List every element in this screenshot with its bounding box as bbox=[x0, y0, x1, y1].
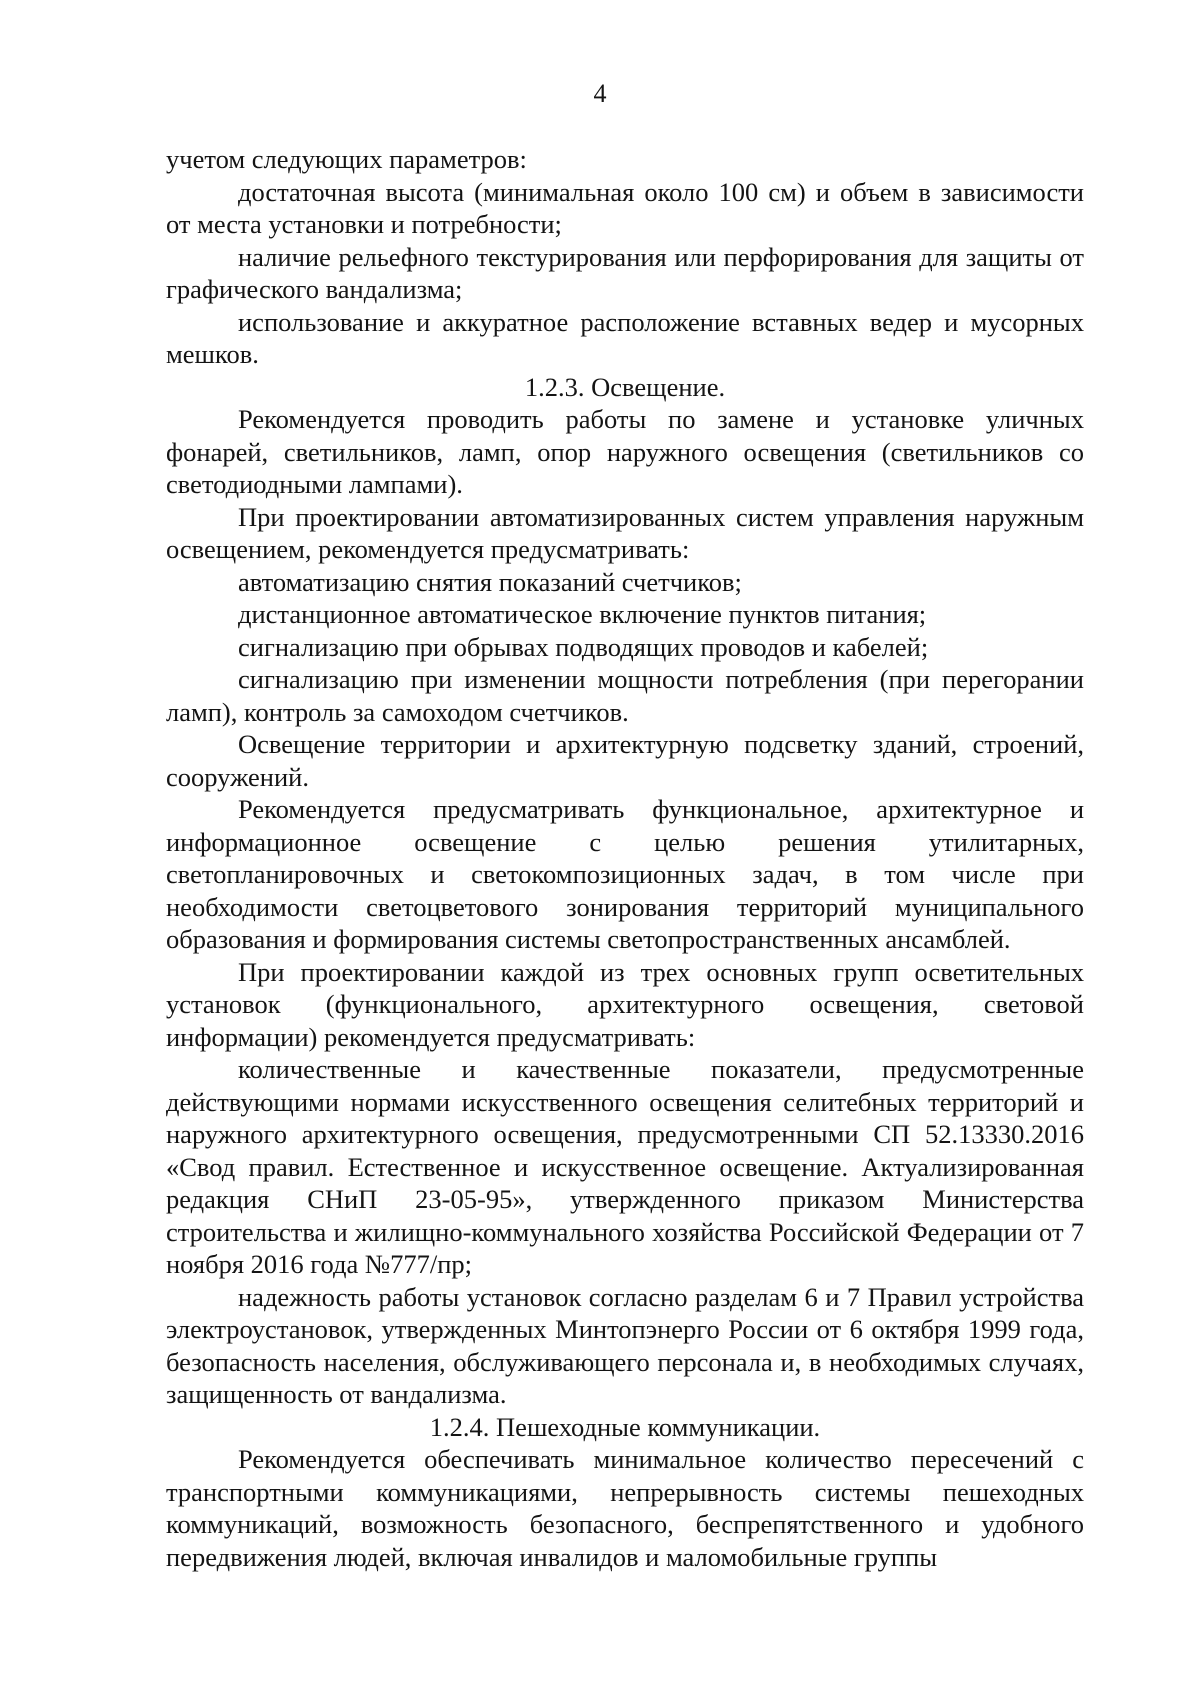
document-body bbox=[166, 143, 1084, 1573]
list-item: дистанционное автоматическое включение пунктов питания; bbox=[238, 599, 927, 629]
list-item: наличие рельефного текстурирования или перфорирования для защиты от графического вандализма; bbox=[166, 241, 1084, 304]
paragraph: Рекомендуется предусматривать функциональное, архитектурное и информационное освещение с целью решения утилитарных, светопланировочных и светокомпозиционных задач, в том числе при необходимости светоцветового зонирования территорий муниципального образования и формирования системы светопространственных ансамблей. bbox=[166, 794, 1084, 954]
paragraph: Освещение территории и архитектурную подсветку зданий, строений, сооружений. bbox=[166, 729, 1084, 792]
list-item: сигнализацию при изменении мощности потребления (при перегорании ламп), контроль за самоходом счетчиков. bbox=[166, 664, 1084, 727]
list-item: использование и аккуратное расположение вставных ведер и мусорных мешков. bbox=[166, 306, 1084, 369]
paragraph: При проектировании автоматизированных систем управления наружным освещением, рекомендуется предусматривать: bbox=[166, 501, 1084, 564]
list-item: количественные и качественные показатели, предусмотренные действующими нормами искусственного освещения селитебных территорий и наружного архитектурного освещения, предусмотренными СП 52.13330.2016 «Свод правил. Естественное и искусственное освещение. Актуализированная редакция СНиП 23-05-95», утвержденного приказом Министерства строительства и жилищно-коммунального хозяйства Российской Федерации от 7 ноября 2016 года №777/пр; bbox=[166, 1054, 1084, 1279]
page-number: 4 bbox=[593, 79, 607, 108]
paragraph: учетом следующих параметров: bbox=[166, 144, 527, 174]
list-item: надежность работы установок согласно разделам 6 и 7 Правил устройства электроустановок, утвержденных Минтопэнерго России от 6 октября 1999 года, безопасность населения, обслуживающего персонала и, в необходимых случаях, защищенность от вандализма. bbox=[166, 1281, 1084, 1409]
paragraph: Рекомендуется обеспечивать минимальное количество пересечений с транспортными коммуникациями, непрерывность системы пешеходных коммуникаций, возможность безопасного, беспрепятственного и удобного передвижения людей, включая инвалидов и маломобильные группы bbox=[166, 1444, 1084, 1572]
list-item: сигнализацию при обрывах подводящих проводов и кабелей; bbox=[238, 631, 929, 662]
section-heading: 1.2.3. Освещение. bbox=[524, 371, 726, 402]
section-heading: 1.2.4. Пешеходные коммуникации. bbox=[429, 1411, 821, 1442]
list-item: автоматизацию снятия показаний счетчиков; bbox=[238, 566, 742, 597]
list-item: достаточная высота (минимальная около 100 см) и объем в зависимости от места установки и потребности; bbox=[166, 176, 1084, 239]
paragraph: При проектировании каждой из трех основных групп осветительных установок (функционального, архитектурного освещения, световой информации) рекомендуется предусматривать: bbox=[166, 956, 1084, 1052]
paragraph: Рекомендуется проводить работы по замене и установке уличных фонарей, светильников, ламп, опор наружного освещения (светильников со светодиодными лампами). bbox=[166, 404, 1084, 499]
